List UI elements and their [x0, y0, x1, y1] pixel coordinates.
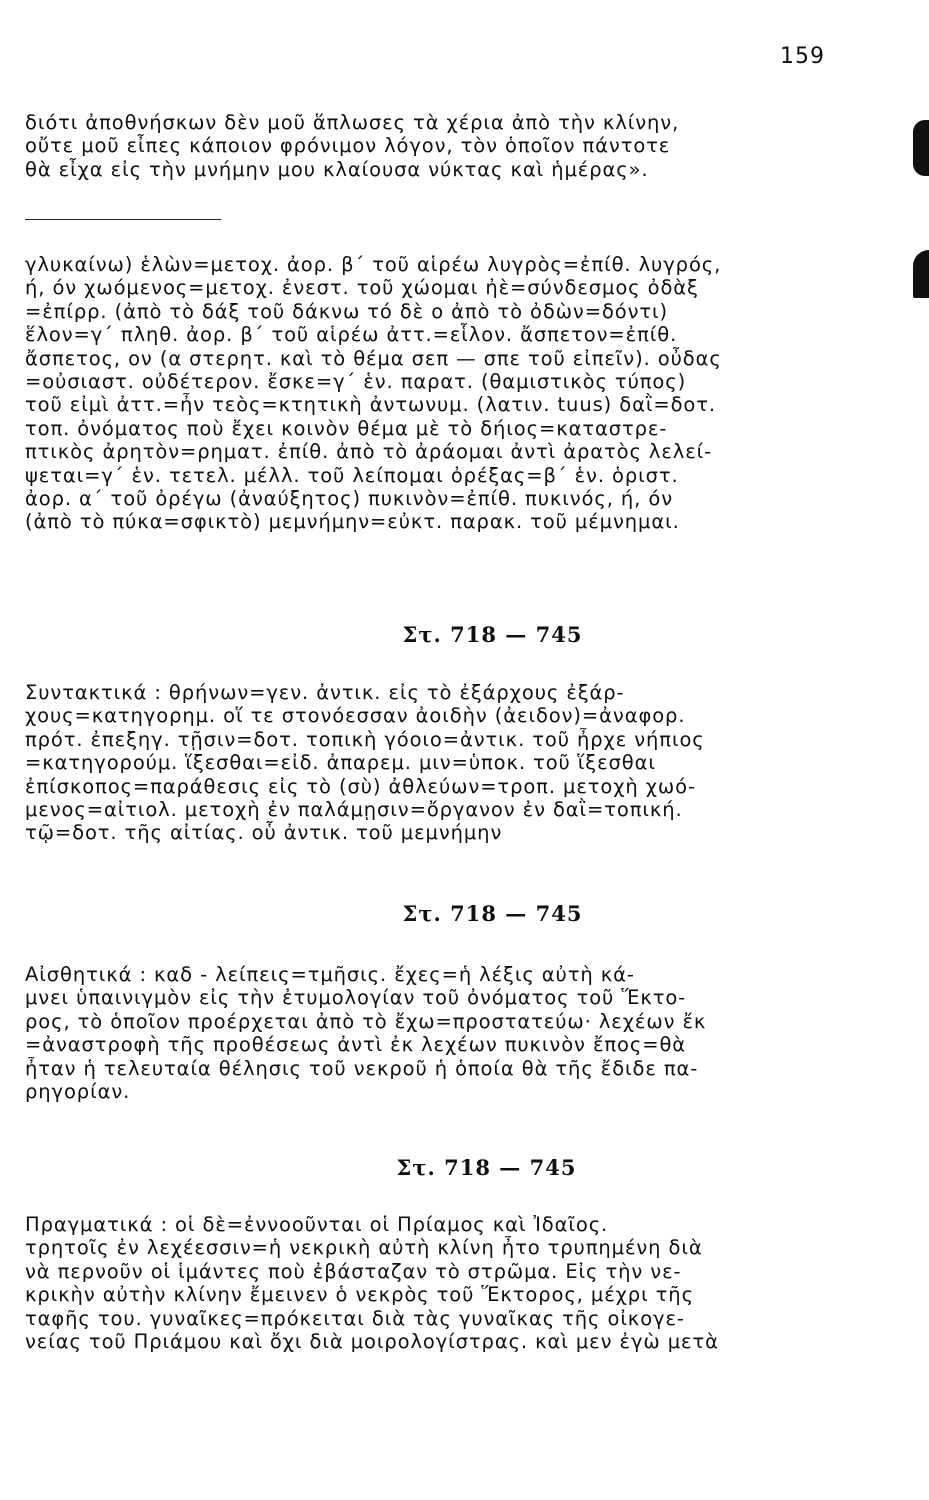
text-line: =ἀναστροφὴ τῆς προθέσεως ἀντὶ ἐκ λεχέων πυκινὸν ἔπος=θὰ [25, 1033, 687, 1057]
text-line: ἀορ. α΄ τοῦ ὀρέγω (ἀναύξητος) πυκινὸν=ἐπίθ. πυκινός, ή, όν [25, 486, 674, 510]
syntax-paragraph [25, 681, 855, 845]
text-line: γλυκαίνω) ἑλὼν=μετοχ. ἀορ. β΄ τοῦ αἱρέω λυγρὸς=ἐπίθ. λυγρός, [25, 253, 722, 276]
text-line: ψεται=γ΄ ἑν. τετελ. μέλλ. τοῦ λείπομαι ὀρέξας=β΄ ἑν. ὁριστ. [25, 463, 679, 487]
text-line: διότι ἀποθνήσκων δὲν μοῦ ἅπλωσες τὰ χέρια ἀπὸ τὴν κλίνην, [25, 111, 680, 134]
intro-paragraph [25, 111, 855, 181]
text-line: =οὐσιαστ. οὐδέτερον. ἔσκε=γ΄ ἑν. παρατ. (θαμιστικὸς τύπος) [25, 369, 687, 393]
text-line: Αἰσθητικά : καδ - λείπεις=τμῆσις. ἔχες=ἡ λέξις αὐτὴ κά- [25, 963, 635, 986]
text-line: τῷ=δοτ. τῆς αἰτίας. οὗ ἀντικ. τοῦ μεμνήμην [25, 821, 503, 845]
text-line: ἄσπετος, ον (α στερητ. καὶ τὸ θέμα σεπ — σπε τοῦ εἰπεῖν). οὖδας [25, 346, 722, 370]
text-line: πρότ. ἐπεξηγ. τῇσιν=δοτ. τοπικὴ γόοιο=ἀντικ. τοῦ ἦρχε νήπιος [25, 727, 705, 751]
aesthetics-paragraph [25, 963, 855, 1103]
text-line: Συντακτικά : θρήνων=γεν. ἀντικ. εἰς τὸ ἐξάρχους ἐξάρ- [25, 681, 625, 704]
section-divider [25, 219, 221, 220]
section-heading: Στ. 718 — 745 [402, 622, 583, 647]
text-line: μνει ὑπαινιγμὸν εἰς τὴν ἐτυμολογίαν τοῦ ὀνόματος τοῦ Ἕκτο- [25, 986, 687, 1010]
section-heading: Στ. 718 — 745 [396, 1155, 577, 1180]
text-line: ταφῆς του. γυναῖκες=πρόκειται διὰ τὰς γυναῖκας τῆς οἰκογε- [25, 1306, 685, 1330]
text-line: χους=κατηγορημ. οἵ τε στονόεσσαν ἀοιδὴν (ἀειδον)=ἀναφορ. [25, 704, 686, 728]
section-heading: Στ. 718 — 745 [402, 901, 583, 926]
text-line: τοπ. ὀνόματος ποὺ ἔχει κοινὸν θέμα μὲ τὸ δήιος=καταστρε- [25, 416, 668, 440]
text-line: οὔτε μοῦ εἶπες κάποιον φρόνιμον λόγον, τὸν ὁποῖον πάντοτε [25, 134, 671, 158]
text-line: τρητοῖς ἐν λεχέεσσιν=ἡ νεκρικὴ αὐτὴ κλίνη ἦτο τρυπημένη διὰ [25, 1236, 703, 1260]
realia-paragraph [25, 1213, 855, 1353]
text-line: κρικὴν αὐτὴν κλίνην ἔμεινεν ὁ νεκρὸς τοῦ Ἕκτορος, μέχρι τῆς [25, 1283, 694, 1307]
left-edge-mark-top [913, 120, 929, 176]
left-edge-mark-mid [913, 250, 929, 298]
page-number: 159 [780, 44, 825, 69]
text-line: ή, όν χωόμενος=μετοχ. ἐνεστ. τοῦ χώομαι ἠὲ=σύνδεσμος ὀδὰξ [25, 276, 699, 300]
text-line: τοῦ εἰμὶ ἀττ.=ἦν τεὸς=κτητικὴ ἀντωνυμ. (λατιν. tuus) δαῒ=δοτ. [25, 393, 716, 417]
text-line: πτικὸς ἀρητὸν=ρηματ. ἐπίθ. ἀπὸ τὸ ἀράομαι ἀντὶ ἀρατὸς λελεί- [25, 440, 713, 464]
text-line: (ἀπὸ τὸ πύκα=σφικτὸ) μεμνήμην=εὐκτ. παρακ. τοῦ μέμνημαι. [25, 510, 680, 534]
text-line: ρηγορίαν. [25, 1079, 131, 1103]
text-line: =ἐπίρρ. (ἀπὸ τὸ δάξ τοῦ δάκνω τό δὲ ο ἀπὸ τὸ ὀδὼν=δόντι) [25, 299, 669, 323]
text-line: ρος, τὸ ὁποῖον προέρχεται ἀπὸ τὸ ἔχω=προστατεύω· λεχέων ἔκ [25, 1009, 707, 1033]
text-line: νείας τοῦ Πριάμου καὶ ὄχι διὰ μοιρολογίστρας. καὶ μεν ἐγὼ μετὰ [25, 1329, 719, 1353]
text-line: ἕλον=γ΄ πληθ. ἀορ. β΄ τοῦ αἱρέω ἀττ.=εἷλον. ἄσπετον=ἐπίθ. [25, 323, 678, 347]
text-line: νὰ περνοῦν οἱ ἱμάντες ποὺ ἐβάσταζαν τὸ στρῶμα. Εἰς τὴν νε- [25, 1259, 682, 1283]
glossary-paragraph [25, 253, 855, 534]
text-line: =κατηγορούμ. ἵξεσθαι=εἰδ. ἀπαρεμ. μιν=ὑποκ. τοῦ ἵξεσθαι [25, 751, 656, 775]
text-line: ἦταν ἡ τελευταία θέλησις τοῦ νεκροῦ ἡ ὁποία θὰ τῆς ἔδιδε πα- [25, 1056, 699, 1080]
text-line: μενος=αἰτιολ. μετοχὴ ἐν παλάμῃσιν=ὄργανον ἐν δαῒ=τοπική. [25, 797, 683, 821]
text-line: ἐπίσκοπος=παράθεσις εἰς τὸ (σὺ) ἀθλεύων=τροπ. μετοχὴ χωό- [25, 774, 696, 798]
text-line: θὰ εἶχα εἰς τὴν μνήμην μου κλαίουσα νύκτας καὶ ἡμέρας». [25, 157, 649, 181]
text-line: Πραγματικά : οἱ δὲ=ἐννοοῦνται οἱ Πρίαμος καὶ Ἰδαῖος. [25, 1213, 609, 1236]
